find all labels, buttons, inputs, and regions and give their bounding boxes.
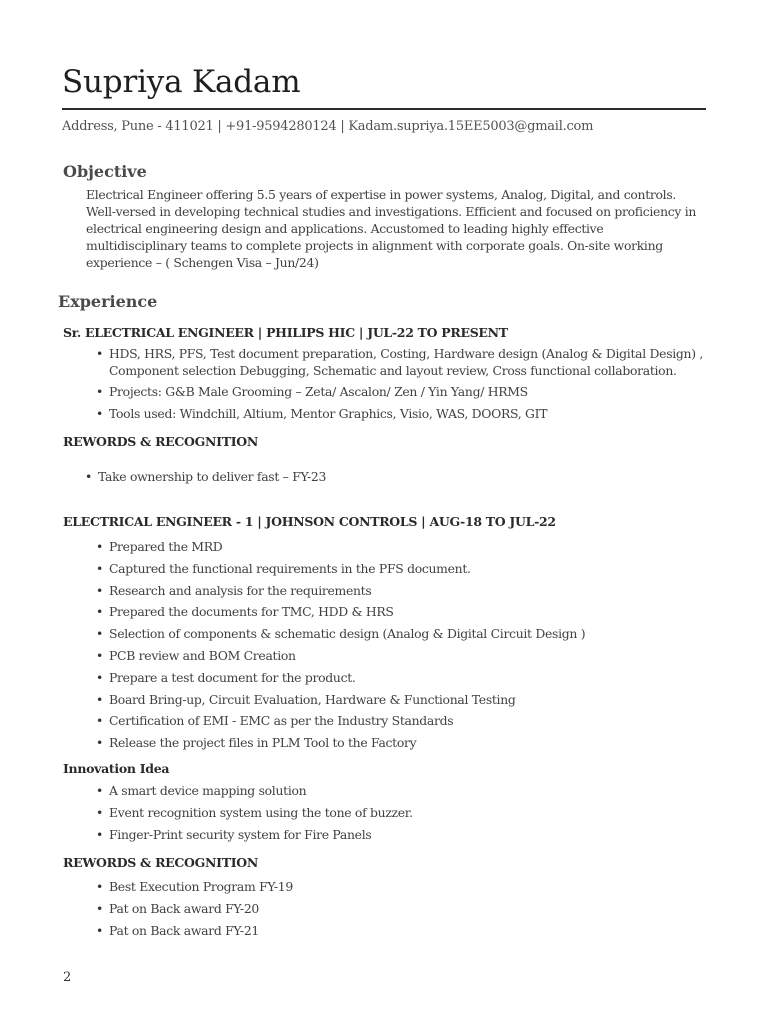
philips-rewards-heading: REWORDS & RECOGNITION <box>63 434 258 449</box>
list-item: • Prepare a test document for the product. <box>109 670 709 686</box>
list-item: • Release the project files in PLM Tool to the Factory <box>109 735 709 751</box>
list-item: • Event recognition system using the tone of buzzer. <box>109 805 709 821</box>
header-divider <box>62 108 706 110</box>
list-item: • Certification of EMI - EMC as per the Industry Standards <box>109 713 709 729</box>
objective-heading: Objective <box>63 162 147 181</box>
list-item: • Captured the functional requirements in the PFS document. <box>109 561 709 577</box>
johnson-rewards-heading: REWORDS & RECOGNITION <box>63 855 258 870</box>
list-item: • A smart device mapping solution <box>109 783 709 799</box>
list-item: • PCB review and BOM Creation <box>109 648 709 664</box>
experience-heading: Experience <box>58 292 158 311</box>
list-item: • Pat on Back award FY-20 <box>109 901 709 917</box>
list-item: • Selection of components & schematic design (Analog & Digital Circuit Design ) <box>109 626 709 642</box>
list-item: • Take ownership to deliver fast – FY-23 <box>98 469 598 485</box>
list-item: • Finger-Print security system for Fire Panels <box>109 827 709 843</box>
johnson-rewards <box>109 879 709 945</box>
philips-responsibilities <box>109 346 709 427</box>
job-heading-philips: Sr. ELECTRICAL ENGINEER | PHILIPS HIC | JUL-22 TO PRESENT <box>63 325 508 340</box>
page-number: 2 <box>63 970 72 985</box>
list-item: • Pat on Back award FY-21 <box>109 923 709 939</box>
list-item: • Projects: G&B Male Grooming – Zeta/ Ascalon/ Zen / Yin Yang/ HRMS <box>109 384 709 401</box>
contact-info: Address, Pune - 411021 | +91-9594280124 | Kadam.supriya.15EE5003@gmail.com <box>62 119 594 134</box>
johnson-responsibilities <box>109 539 709 757</box>
job-heading-johnson: ELECTRICAL ENGINEER - 1 | JOHNSON CONTROLS | AUG-18 TO JUL-22 <box>63 514 556 529</box>
list-item: • Prepared the MRD <box>109 539 709 555</box>
innovation-list <box>109 783 709 849</box>
philips-rewards <box>98 469 598 485</box>
objective-text: Electrical Engineer offering 5.5 years of expertise in power systems, Analog, Digital, and controls. Well-versed in developing technical studies and investigations. Efficient and focused on proficiency in electrical engineering design and applications. Accustomed to leading highly effective multidisciplinary teams to complete projects in alignment with corporate goals. On-site working experience – ( Schengen Visa – Jun/24) <box>86 187 697 270</box>
list-item: • Best Execution Program FY-19 <box>109 879 709 895</box>
innovation-heading: Innovation Idea <box>63 761 170 776</box>
list-item: • Research and analysis for the requirements <box>109 583 709 599</box>
list-item: • HDS, HRS, PFS, Test document preparation, Costing, Hardware design (Analog & Digital Design) , Component selection Debugging, Schematic and layout review, Cross functional collaboration. <box>109 346 709 379</box>
list-item: • Prepared the documents for TMC, HDD & HRS <box>109 604 709 620</box>
list-item: • Board Bring-up, Circuit Evaluation, Hardware & Functional Testing <box>109 692 709 708</box>
candidate-name: Supriya Kadam <box>62 64 301 100</box>
list-item: • Tools used: Windchill, Altium, Mentor Graphics, Visio, WAS, DOORS, GIT <box>109 406 709 423</box>
